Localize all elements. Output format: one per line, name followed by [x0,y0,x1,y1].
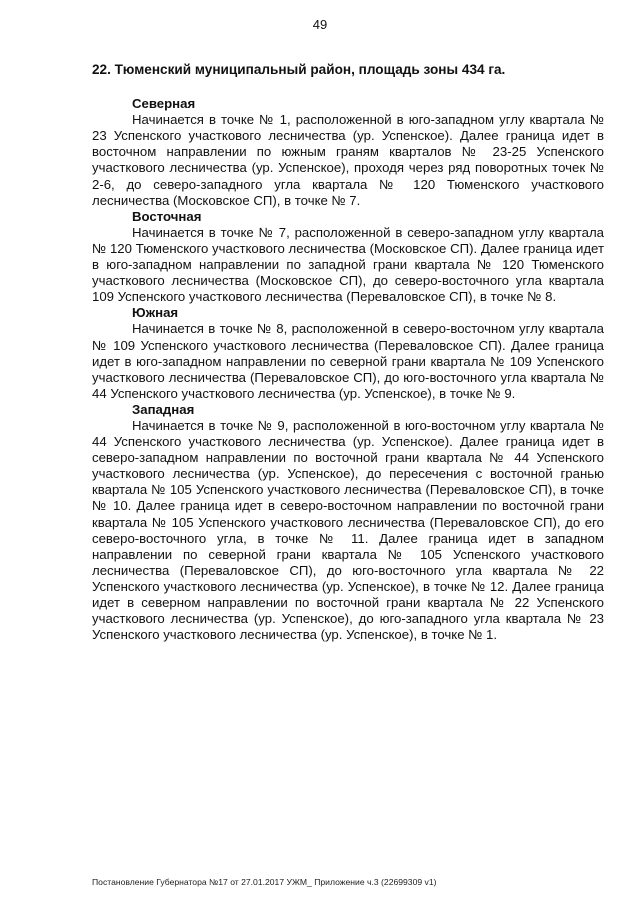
section-west [92,402,604,643]
section-text-east: Начинается в точке № 7, расположенной в северо-западном углу квартала № 120 Тюменского участкового лесничества (Московское СП). Далее граница идет в юго-западном направлении по западной грани квартала № 120 Тюменского участкового лесничества (Московское СП), до северо-восточного угла квартала 109 Успенского участкового лесничества (Переваловское СП), в точке № 8. [92,224,604,305]
section-text-north: Начинается в точке № 1, расположенной в юго-западном углу квартала № 23 Успенского участкового лесничества (ур. Успенское). Далее граница идет в восточном направлении по южным граням кварталов № 23-25 Успенского участкового лесничества (ур. Успенское), проходя через ряд поворотных точек № 2-6, до северо-западного угла квартала № 120 Тюменского участкового лесничества (Московское СП), в точке № 7. [92,112,604,208]
section-title-east: Восточная [132,208,202,224]
section-text-south: Начинается в точке № 8, расположенной в северо-восточном углу квартала № 109 Успенского участкового лесничества (Переваловское СП). Далее граница идет в юго-западном направлении по северной грани квартала № 109 Успенского участкового лесничества (Переваловское СП), до юго-восточного угла квартала № 44 Успенского участкового лесничества (ур. Успенское), в точке № 9. [92,321,604,401]
page-number: 49 [312,17,328,32]
section-east [92,209,604,306]
document-footer: Постановление Губернатора №17 от 27.01.2017 УЖМ_ Приложение ч.3 (22699309 v1) [92,877,437,887]
section-north [92,96,604,209]
section-title-south: Южная [132,305,179,321]
section-south [92,305,604,402]
section-text-west: Начинается в точке № 9, расположенной в юго-восточном углу квартала № 44 Успенского участкового лесничества (ур. Успенское). Далее граница идет в северо-западном направлении по восточной грани квартала № 44 Успенского участкового лесничества (ур. Успенское), до пересечения с восточной гранью квартала № 105 Успенского участкового лесничества (Переваловское СП), в точке № 10. Далее граница идет в северо-восточном направлении по восточной грани квартала № 105 Успенского участкового лесничества (Переваловское СП), до его северо-восточного угла, в точке № 11. Далее граница идет в западном направлении по северной грани квартала № 105 Успенского участкового лесничества (Переваловское СП), до юго-восточного угла квартала № 22 Успенского участкового лесничества (ур. Успенское), в точке № 12. Далее граница идет в северном направлении по восточной грани квартала № 22 Успенского участкового лесничества (ур. Успенское), до юго-западного угла квартала № 23 Успенского участкового лесничества (ур. Успенское), в точке № 1. [92,417,604,643]
zone-heading: 22. Тюменский муниципальный район, площадь зоны 434 га. [92,62,506,77]
section-title-north: Северная [132,96,196,112]
section-title-west: Западная [132,401,195,417]
document-body [92,62,604,643]
